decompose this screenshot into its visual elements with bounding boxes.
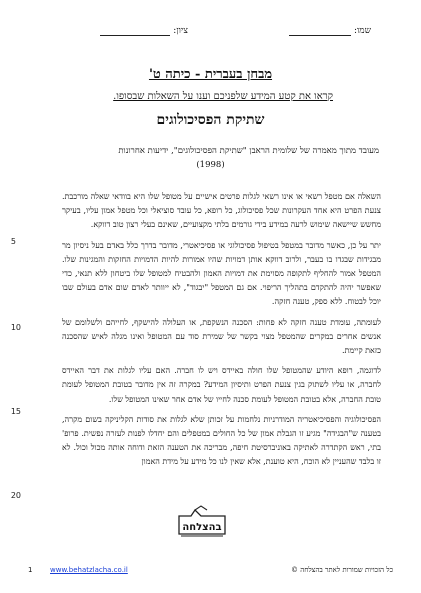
article-body — [62, 190, 381, 476]
article-title: שתיקת הפסיכולוגים — [156, 112, 265, 128]
line-number-15: 15 — [10, 407, 21, 416]
header-fields — [28, 24, 393, 44]
article-year: (1998) — [196, 160, 225, 170]
logo-graphic — [173, 504, 231, 548]
logo-text: בהצלחה — [182, 522, 222, 533]
paragraph: השאלה אם מטפל רשאי או אינו רשאי לגלות פרטים אישיים על מטופל שלו היא בוודאי שאלה מורכבת. צנעת הפרט היא אחד העקרונות שכל פסיכולוג, כל רופא, כל עובד סוציאלי וכל מטפל אמון עליו, בעיקר מחשש שיישאה שימוש לרעה במידע בידי גורמים בלתי מקצועיים, שאינם בעלי רצון טוב דווקא. — [62, 192, 381, 230]
name-blank-line[interactable] — [289, 24, 351, 36]
name-label: שמו: — [353, 26, 371, 36]
copyright-text: כל הזכויות שמורות לאתר בהצלחה © — [291, 566, 393, 574]
name-field[interactable] — [289, 24, 371, 36]
grade-label: ציון: — [173, 26, 188, 36]
paragraph: הפסיכולוגיה והפסיכיאטריה המודרניות נלחמות על זכותן שלא לגלות את סודות הקליניקה בשום מקרה, בטענה ש"הבגידה" מגיע זו הגבלת אמון של כל החולים במטפלים והם יחדלו לפנות לעזרה נפשית. פרופ' בתי, ראש הקתדרה לאתיקה באוניברסיטת חיפה, מבריכה את הטענה הזאת ודוחה אותה מכול וכול. לא זו בלבד שהעניין לא הוכח, היא טוענת, אלא שאין לנו כל מידע על מידת האמון — [62, 414, 381, 467]
paragraph: יתר על כן, כאשר מדובר במטפל בטיפול פסיכולוגי או פסיכיאטרי, מדובר בדרך כלל באדם בעל ניסיון מר מבגידות שבגדו בו בעבר, ולרוב דווקא אותן דמויות שהיו אמורות להיות הדמויות החזקות והמגינות שלו. המטפל אמור להחליף לתקופה מסוימת את דמויות האמון ולהבטיח למטופל שלו ביטחון ללא תנאי, כדי שאפשר יהיה להתקדם בתהליך הריפוי. אם גם המטפל "יבגוד", לא ייוותר לאדם שום אדם בעולם שבו יוכל לבטוח. ללא ספק, טענה חזקה. — [62, 240, 381, 307]
site-link[interactable]: www.behatzlacha.co.il — [50, 566, 128, 574]
footer — [28, 566, 393, 578]
grade-field[interactable] — [100, 24, 188, 36]
instructions: קראו את קטע המידע שלפניכם וענו על השאלות שבסופו. — [113, 91, 333, 102]
page-number: 1 — [28, 566, 33, 574]
grade-blank-line[interactable] — [100, 24, 170, 36]
paragraph: לעומתה, עומדת טענה חזקה לא פחות: הסכנה הנשקפת, או העלולה להישקף, לחייהם ולשלומם של אנשים אחרים במקרים שהמטפל מצוי בקשר של שמירת סוד עם המטופל ואינו מגלה לאיש שהסכנה כזאת קיימת. — [62, 317, 381, 356]
line-number-5: 5 — [10, 237, 16, 246]
exam-title: מבחן בעברית - כיתה ט' — [148, 67, 273, 82]
behatzlacha-logo — [173, 504, 231, 548]
article-source: מעובד מתוך מאמרה של שלומית הראבן "שתיקת הפסיכולוגים", ידיעות אחרונות — [118, 146, 379, 156]
paragraph: לדוגמה, רופא היודע שהמטופל שלו חולה באיידס ויש לו חברה. האם עליו לגלות את דבר האיידס לחברה, או עליו לשתוק בגין צנעת הפרט ותיסיון המידע? במקרה זה אין מדובר בטובת המטופל לעומת טובת החברה, אלא בטובת המטופל לעומת סכנה לחייו של אדם אחר שאינו המטופל שלו. — [62, 366, 381, 404]
line-number-10: 10 — [10, 323, 21, 332]
line-number-20: 20 — [10, 491, 21, 500]
